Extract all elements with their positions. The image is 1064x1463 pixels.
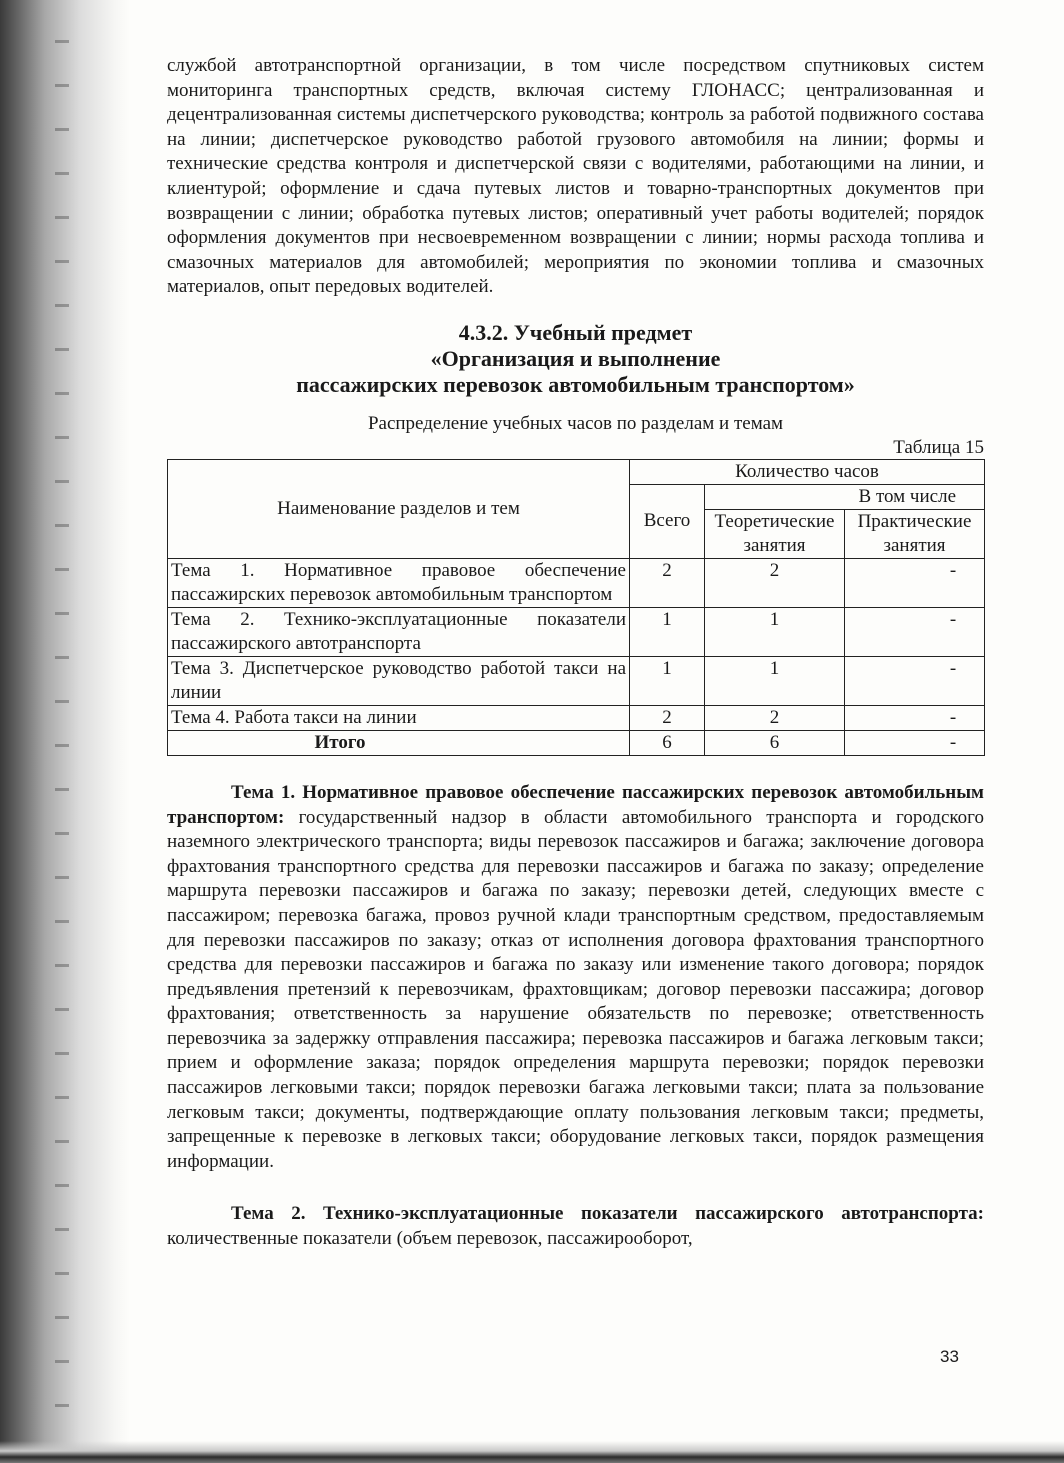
table-row: [168, 558, 985, 607]
table-row: [168, 607, 985, 656]
topic-1-title: Тема 1. Нормативное правовое обеспечение пассажирских перевозок автомобильным транспортом:: [167, 781, 984, 828]
row-practice: -: [845, 656, 985, 705]
binding-marks: [55, 40, 69, 1420]
header-total: Всего: [630, 484, 705, 558]
row-theory: 1: [705, 607, 845, 656]
hours-table: [167, 459, 985, 756]
header-name: Наименование разделов и тем: [168, 459, 630, 558]
topic-2-title: Тема 2. Технико-эксплуатационные показатели пассажирского автотранспорта:: [231, 1203, 984, 1225]
topic-1-text: государственный надзор в области автомобильного транспорта и городского наземного электрического транспорта; виды перевозок пассажиров и багажа; заключение договора фрахтования транспортного средства для перевозки пассажиров и багажа по заказу; определение маршрута перевозки пассажиров и багажа по заказу; перевозки детей, следующих вместе с пассажиром; перевозка багажа, провоз ручной клади транспортным средством, предоставляемым для перевозки пассажиров по заказу; отказ от исполнения договора фрахтования транспортного средства для перевозки пассажиров и багажа по заказу или изменение такого договора; порядок предъявления претензий к перевозчикам, фрахтовщикам; договор перевозки пассажира; договор фрахтования; ответственность за нарушение обязательств по перевозке; ответственность перевозчика за задержку отправления пассажира; перевозка пассажиров и багажа легковым такси; прием и оформление заказа; порядок определения маршрута перевозки; порядок перевозки пассажиров легковыми такси; порядок перевозки багажа легковыми такси; плата за пользование легковым такси; документы, подтверждающие оплату пользования легковым такси; предметы, запрещенные к перевозке в легковых такси; оборудование легковых такси, порядок размещения информации.: [167, 806, 984, 1172]
row-practice: -: [845, 705, 985, 730]
total-practice: -: [845, 730, 985, 755]
row-total: 2: [630, 558, 705, 607]
header-including: В том числе: [705, 484, 985, 509]
row-theory: 2: [705, 705, 845, 730]
page-content: [167, 54, 984, 1252]
header-hours: Количество часов: [630, 459, 985, 484]
row-practice: -: [845, 558, 985, 607]
heading-line-3: пассажирских перевозок автомобильным транспортом»: [296, 371, 855, 397]
row-theory: 2: [705, 558, 845, 607]
header-theory: Теоретические занятия: [705, 509, 845, 558]
row-name: Тема 3. Диспетчерское руководство работой такси на линии: [168, 656, 630, 705]
row-name: Тема 1. Нормативное правовое обеспечение пассажирских перевозок автомобильным транспортом: [168, 558, 630, 607]
section-heading: [167, 320, 984, 398]
header-practice: Практические занятия: [845, 509, 985, 558]
intro-paragraph: службой автотранспортной организации, в том числе посредством спутниковых систем мониторинга транспортных средств, включая систему ГЛОНАСС; централизованная и децентрализованная системы диспетчерского руководства; контроль за работой подвижного состава на линии; диспетчерское руководство работой грузового автомобиля на линии; формы и технические средства контроля и диспетчерской связи с водителями, работающими на линии, и клиентурой; оформление и сдача путевых листов и товарно-транспортных документов при возвращении с линии; обработка путевых листов; оперативный учет работы водителей; порядок оформления документов при несвоевременном возвращении с линии; нормы расхода топлива и смазочных материалов для автомобилей; мероприятия по экономии топлива и смазочных материалов, опыт передовых водителей.: [167, 55, 984, 298]
heading-line-1: 4.3.2. Учебный предмет: [458, 319, 693, 345]
table-label: Таблица 15: [893, 436, 984, 458]
topic-2-text: количественные показатели (объем перевозок, пассажирооборот,: [167, 1228, 693, 1250]
row-practice: -: [845, 607, 985, 656]
row-total: 2: [630, 705, 705, 730]
row-name: Тема 2. Технико-эксплуатационные показатели пассажирского автотранспорта: [168, 607, 630, 656]
table-row: [168, 656, 985, 705]
row-name: Тема 4. Работа такси на линии: [168, 705, 630, 730]
row-total: 1: [630, 656, 705, 705]
page-bottom-edge: [0, 1441, 1064, 1463]
total-theory: 6: [705, 730, 845, 755]
heading-line-2: «Организация и выполнение: [430, 345, 721, 371]
total-label: Итого: [168, 730, 630, 755]
row-theory: 1: [705, 656, 845, 705]
table-row: [168, 705, 985, 730]
topic-2-paragraph: [167, 1202, 984, 1251]
table-caption: Распределение учебных часов по разделам и темам: [367, 412, 784, 434]
total-total: 6: [630, 730, 705, 755]
table-total-row: [168, 730, 985, 755]
row-total: 1: [630, 607, 705, 656]
page-number: 33: [940, 1347, 959, 1366]
topic-1-paragraph: [167, 781, 984, 1175]
